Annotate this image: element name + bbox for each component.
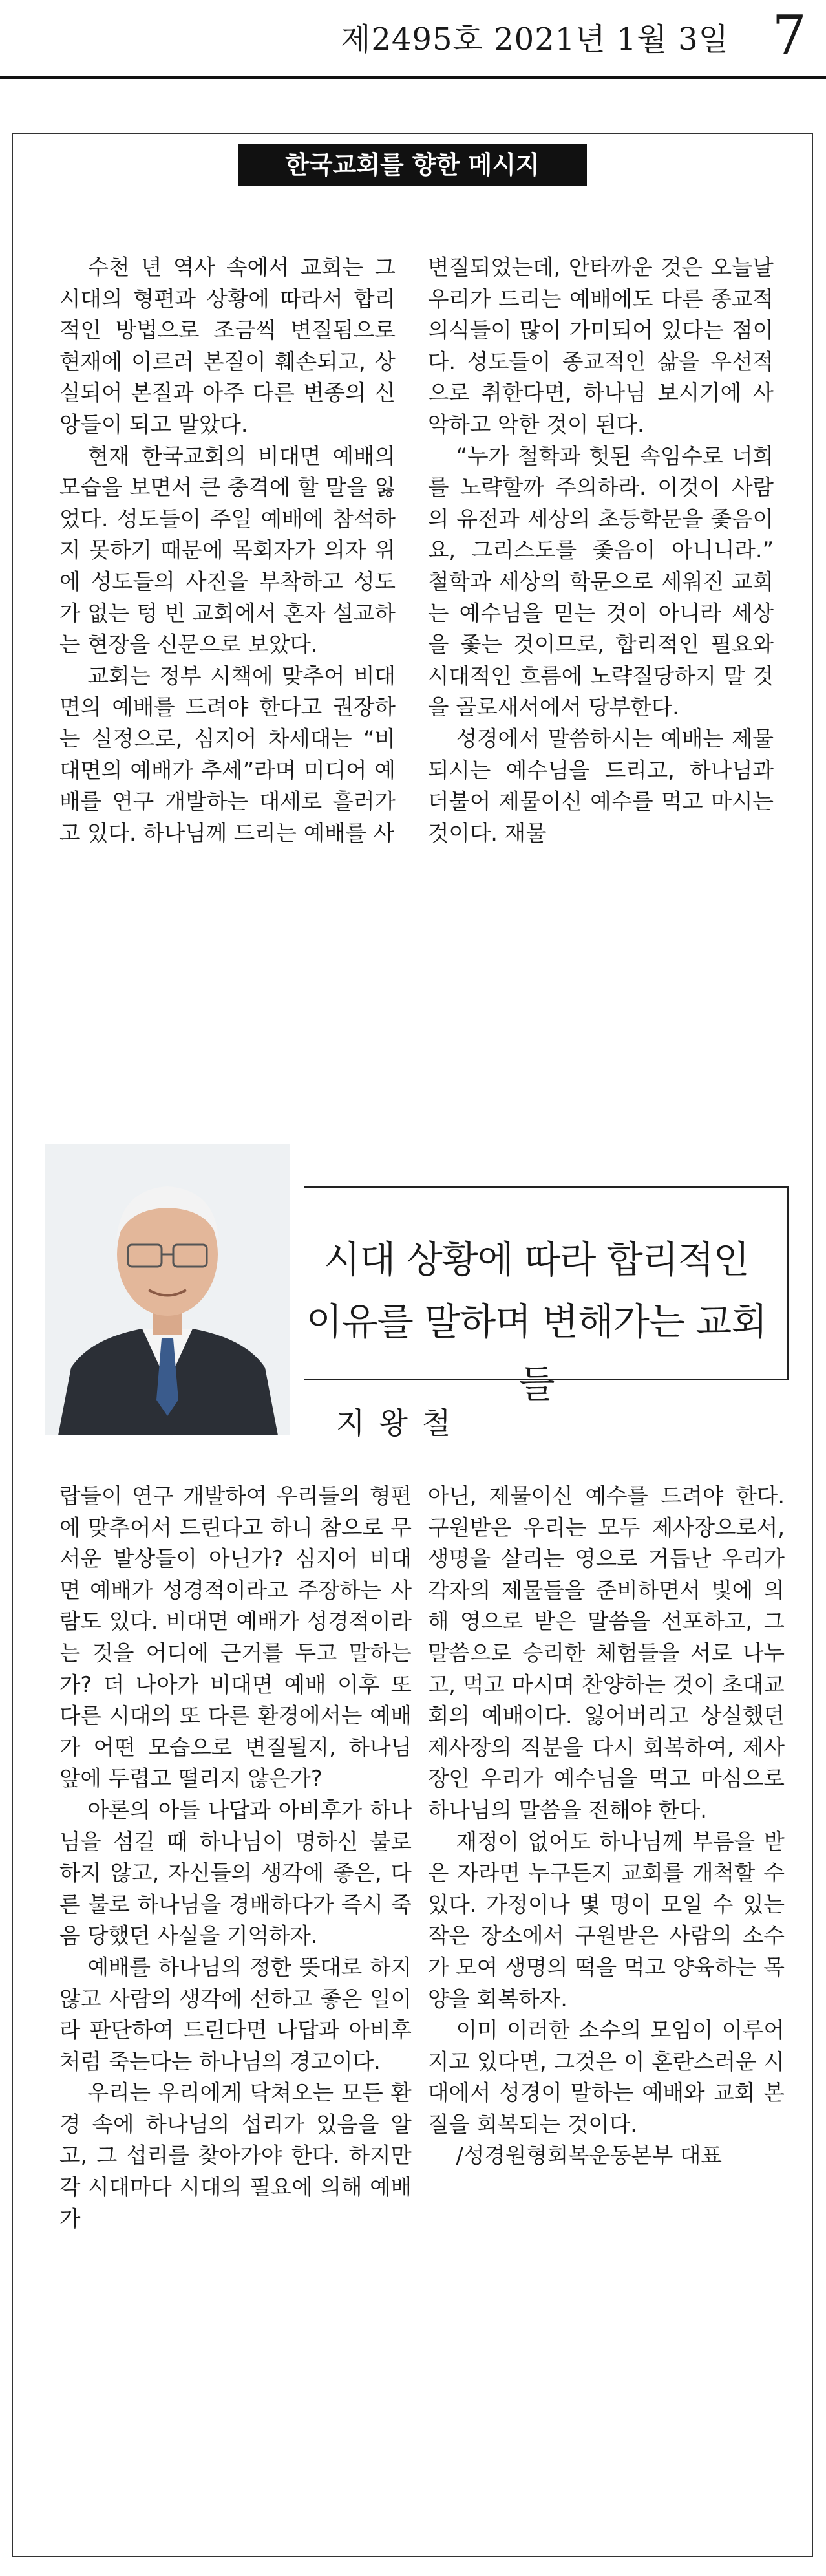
paragraph: “누가 철학과 헛된 속임수로 너희를 노략할까 주의하라. 이것이 사람의 유전과 세상의 초등학문을 좇음이요, 그리스도를 좇음이 아니니라.” 철학과 세상의 학문으로 세워진 교회는 예수님을 믿는 것이 아니라 세상을 좇는 것이므로, 합리적인 필요와 시대적인 흐름에 노략질당하지 말 것을 골로새서에서 당부한다. bbox=[428, 443, 774, 720]
section-title: 한국교회를 향한 메시지 bbox=[238, 144, 587, 186]
paragraph: 성경에서 말씀하시는 예배는 제물 되시는 예수님을 드리고, 하나님과 더불어 제물이신 예수를 먹고 마시는 것이다. 재물 bbox=[428, 725, 774, 846]
header-rule bbox=[0, 76, 826, 79]
headline-line-2: 이유를 말하며 변해가는 교회들 bbox=[306, 1300, 767, 1406]
headline-line-1: 시대 상황에 따라 합리적인 bbox=[324, 1238, 749, 1282]
article-column-bottom-left bbox=[59, 1481, 412, 2528]
paragraph: 현재 한국교회의 비대면 예배의 모습을 보면서 큰 충격에 할 말을 잃었다. 성도들이 주일 예배에 참석하지 못하기 때문에 목회자가 의자 위에 성도들의 사진을 부착하고 성도가 없는 텅 빈 교회에서 혼자 설교하는 현장을 신문으로 보았다. bbox=[59, 443, 396, 658]
page-number: 7 bbox=[772, 4, 807, 67]
paragraph: 교회는 정부 시책에 맞추어 비대면의 예배를 드려야 한다고 권장하는 실정으로, 심지어 차세대는 “비대면의 예배가 추세”라며 미디어 예배를 연구 개발하는 대세로 흘러가고 있다. 하나님께 드리는 예배를 사 bbox=[59, 663, 396, 846]
author-byline: /성경원형회복운동본부 대표 bbox=[456, 2143, 722, 2169]
author-name: 지왕철 bbox=[336, 1406, 465, 1441]
paragraph: 아닌, 제물이신 예수를 드려야 한다. 구원받은 우리는 모두 제사장으로서, 생명을 살리는 영으로 거듭난 우리가 각자의 제물들을 준비하면서 빛에 의해 영으로 받은 말씀을 선포하고, 그 말씀으로 승리한 체험들을 서로 나누고, 먹고 마시며 찬양하는 것이 초대교회의 예배이다. 잃어버리고 상실했던 제사장의 직분을 다시 회복하여, 제사장인 우리가 예수님을 먹고 마심으로 하나님의 말씀을 전해야 한다. bbox=[428, 1483, 785, 1823]
issue-date: 제2495호 2021년 1월 3일 bbox=[340, 21, 729, 58]
article-headline bbox=[304, 1229, 769, 1415]
paragraph: 이미 이러한 소수의 모임이 이루어지고 있다면, 그것은 이 혼란스러운 시대에서 성경이 말하는 예배와 교회 본질을 회복되는 것이다. bbox=[428, 2017, 785, 2137]
paragraph: 수천 년 역사 속에서 교회는 그 시대의 형편과 상황에 따라서 합리적인 방법으로 조금씩 변질됨으로 현재에 이르러 본질이 훼손되고, 상실되어 본질과 아주 다른 변종의 신앙들이 되고 말았다. bbox=[59, 255, 396, 437]
article-column-top-right bbox=[428, 252, 774, 1122]
paragraph: 재정이 없어도 하나님께 부름을 받은 자라면 누구든지 교회를 개척할 수 있다. 가정이나 몇 명이 모일 수 있는 작은 장소에서 구원받은 사람의 소수가 모여 생명의 떡을 먹고 양육하는 목양을 회복하자. bbox=[428, 1829, 785, 2012]
headline-rule bbox=[304, 1186, 789, 1188]
paragraph: 예배를 하나님의 정한 뜻대로 하지 않고 사람의 생각에 선하고 좋은 일이라 판단하여 드린다면 나답과 아비후처럼 죽는다는 하나님의 경고이다. bbox=[59, 1954, 412, 2074]
article-column-bottom-right bbox=[428, 1481, 785, 2528]
article-column-top-left bbox=[59, 252, 396, 1122]
paragraph: 우리는 우리에게 닥쳐오는 모든 환경 속에 하나님의 섭리가 있음을 알고, 그 섭리를 찾아가야 한다. 하지만 각 시대마다 시대의 필요에 의해 예배가 bbox=[59, 2080, 412, 2231]
author-photo bbox=[45, 1144, 290, 1435]
author-portrait-icon bbox=[45, 1144, 290, 1435]
paragraph: 랍들이 연구 개발하여 우리들의 형편에 맞추어서 드린다고 하니 참으로 무서운 발상들이 아닌가? 심지어 비대면 예배가 성경적이라고 주장하는 사람도 있다. 비대면 예배가 성경적이라는 것을 어디에 근거를 두고 말하는가? 더 나아가 비대면 예배 이후 또 다른 시대의 또 다른 환경에서는 예배가 어떤 모습으로 변질될지, 하나님 앞에 두렵고 떨리지 않은가? bbox=[59, 1483, 412, 1792]
paragraph: 아론의 아들 나답과 아비후가 하나님을 섬길 때 하나님이 명하신 불로 하지 않고, 자신들의 생각에 좋은, 다른 불로 하나님을 경배하다가 즉시 죽음 당했던 사실을 기억하자. bbox=[59, 1797, 412, 1949]
page-header bbox=[0, 0, 826, 78]
paragraph: 변질되었는데, 안타까운 것은 오늘날 우리가 드리는 예배에도 다른 종교적 의식들이 많이 가미되어 있다는 점이다. 성도들이 종교적인 삶을 우선적으로 취한다면, 하나님 보시기에 사악하고 악한 것이 된다. bbox=[428, 255, 774, 437]
